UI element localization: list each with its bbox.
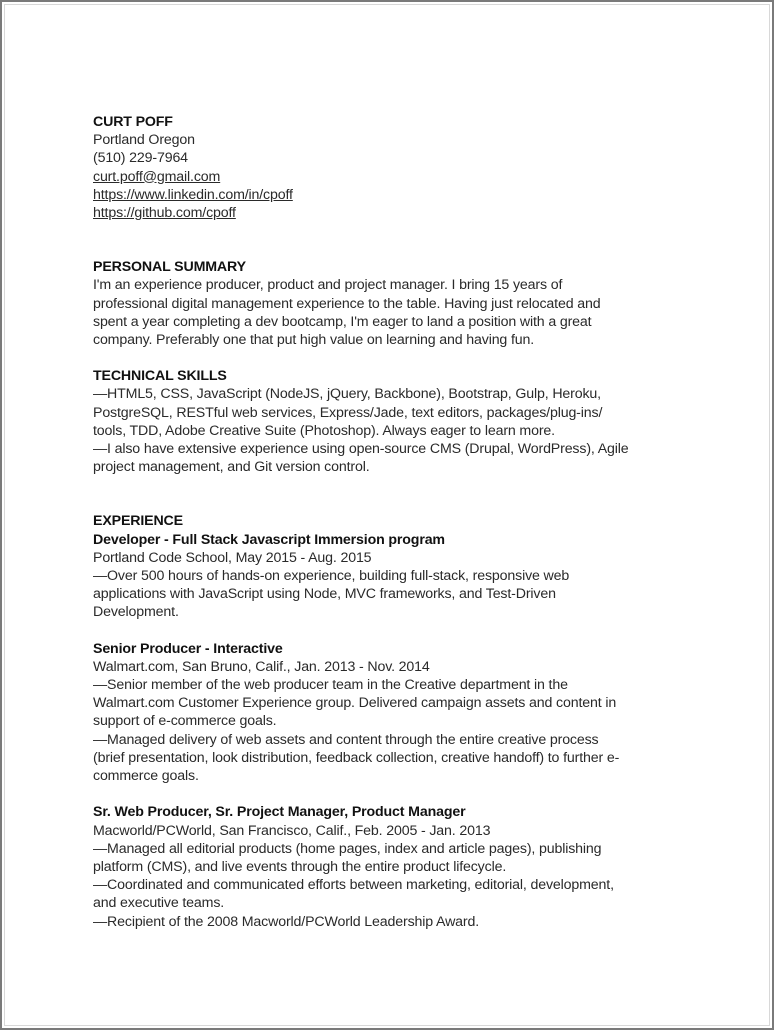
job-detail-line: —Recipient of the 2008 Macworld/PCWorld Leadership Award. [93,913,480,930]
spacer [93,222,693,258]
job-detail-line: Walmart.com Customer Experience group. Delivered campaign assets and content in [93,695,617,712]
summary-line: spent a year completing a dev bootcamp, I'm eager to land a position with a great [93,313,592,330]
skills-line: —HTML5, CSS, JavaScript (NodeJS, jQuery, Backbone), Bootstrap, Gulp, Heroku, [93,386,601,403]
summary-line: company. Preferably one that put high value on learning and having fun. [93,332,535,349]
job-detail-line: commerce goals. [93,768,199,785]
job-company-dates: Walmart.com, San Bruno, Calif., Jan. 2013 - Nov. 2014 [93,658,430,675]
github-link[interactable]: https://github.com/cpoff [93,205,236,222]
section-heading-skills: TECHNICAL SKILLS [93,368,227,385]
job-detail-line: platform (CMS), and live events through the entire product lifecycle. [93,858,507,875]
skills-line: project management, and Git version control. [93,459,370,476]
job-detail-line: —Over 500 hours of hands-on experience, building full-stack, responsive web [93,568,570,585]
summary-line: I'm an experience producer, product and project manager. I bring 15 years of [93,277,563,294]
job-company-dates: Portland Code School, May 2015 - Aug. 2015 [93,549,372,566]
spacer [93,349,693,367]
linkedin-link[interactable]: https://www.linkedin.com/in/cpoff [93,186,293,203]
job-entry [93,640,693,786]
section-heading-summary: PERSONAL SUMMARY [93,259,246,276]
job-detail-line: —Managed all editorial products (home pages, index and article pages), publishing [93,840,602,857]
job-detail-line: —Managed delivery of web assets and content through the entire creative process [93,731,599,748]
experience-section [93,512,693,930]
technical-skills-section [93,367,693,476]
job-detail-line: and executive teams. [93,895,225,912]
personal-summary-section [93,258,693,349]
contact-section [93,113,693,222]
resume-document [93,113,693,931]
job-detail-line: —Senior member of the web producer team in the Creative department in the [93,677,568,694]
candidate-location: Portland Oregon [93,132,195,149]
job-detail-line: applications with JavaScript using Node, MVC frameworks, and Test-Driven [93,586,556,603]
skills-line: —I also have extensive experience using open-source CMS (Drupal, WordPress), Agile [93,441,629,458]
job-title: Developer - Full Stack Javascript Immersion program [93,531,445,548]
candidate-phone: (510) 229-7964 [93,150,188,167]
job-detail-line: (brief presentation, look distribution, feedback collection, creative handoff) to further e- [93,749,620,766]
job-detail-line: —Coordinated and communicated efforts between marketing, editorial, development, [93,877,614,894]
job-entry [93,531,693,622]
skills-line: PostgreSQL, RESTful web services, Express/Jade, text editors, packages/plug-ins/ [93,404,603,421]
section-heading-experience: EXPERIENCE [93,513,183,530]
job-detail-line: Development. [93,604,179,621]
candidate-name: CURT POFF [93,114,173,130]
job-title: Sr. Web Producer, Sr. Project Manager, Product Manager [93,804,466,821]
skills-line: tools, TDD, Adobe Creative Suite (Photoshop). Always eager to learn more. [93,422,555,439]
spacer [93,476,693,512]
job-detail-line: support of e-commerce goals. [93,713,277,730]
job-company-dates: Macworld/PCWorld, San Francisco, Calif., Feb. 2005 - Jan. 2013 [93,822,491,839]
summary-line: professional digital management experience to the table. Having just relocated and [93,295,601,312]
job-entry [93,803,693,930]
email-link[interactable]: curt.poff@gmail.com [93,168,221,185]
job-title: Senior Producer - Interactive [93,640,283,657]
